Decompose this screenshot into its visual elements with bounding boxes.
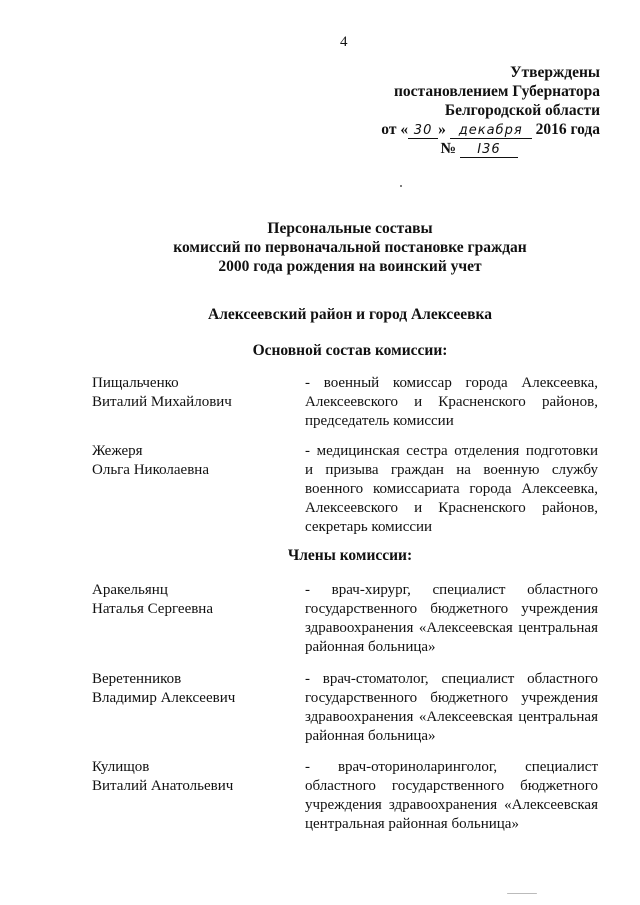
main-composition-heading: Основной состав комиссии: — [252, 342, 448, 359]
document-title — [130, 219, 570, 276]
member-given-names: Виталий Анатольевич — [92, 778, 234, 794]
member-role: - медицинская сестра отделения подготовки и призыва граждан на военную службу военного комиссариата города Алексеевка, Алексеевского и Красненского районов, секретарь комиссии — [305, 443, 598, 535]
member-given-names: Ольга Николаевна — [92, 462, 209, 478]
approval-block — [340, 63, 600, 158]
approval-line-1: Утверждены — [510, 64, 600, 81]
member-surname: Пищальченко — [92, 375, 179, 391]
member-given-names: Наталья Сергеевна — [92, 601, 213, 617]
date-year: 2016 года — [535, 121, 600, 138]
member-given-names: Виталий Михайлович — [92, 394, 232, 410]
approval-number-line — [340, 139, 600, 158]
member-given-names: Владимир Алексеевич — [92, 690, 236, 706]
member-surname: Веретенников — [92, 671, 182, 687]
members-heading: Члены комиссии: — [287, 547, 413, 564]
member-role: - военный комиссар города Алексеевка, Алексеевского и Красненского районов, председатель комиссии — [305, 375, 598, 429]
title-line-2: комиссий по первоначальной постановке граждан — [173, 239, 527, 256]
approval-date-line — [340, 120, 600, 139]
page-number: 4 — [340, 34, 348, 50]
member-surname: Кулищов — [92, 759, 150, 775]
title-line-1: Персональные составы — [267, 220, 433, 237]
scan-speck — [507, 893, 537, 894]
member-name — [92, 670, 292, 708]
date-day: 30 — [408, 123, 438, 139]
approval-line-3: Белгородской области — [444, 102, 600, 119]
member-name — [92, 442, 292, 480]
member-surname: Жежеря — [92, 443, 143, 459]
member-name — [92, 758, 292, 796]
number-prefix: № — [440, 140, 457, 157]
member-role: - врач-стоматолог, специалист областного государственного бюджетного учреждения здравоохранения «Алексеевская центральная районная больница» — [305, 671, 598, 744]
title-line-3: 2000 года рождения на воинский учет — [218, 258, 482, 275]
number-value: I36 — [460, 142, 518, 158]
district-heading: Алексеевский район и город Алексеевка — [208, 306, 492, 323]
date-month: декабря — [450, 123, 532, 139]
date-mid: » — [438, 121, 446, 138]
member-name — [92, 581, 292, 619]
date-prefix: от « — [381, 121, 409, 138]
member-name — [92, 374, 292, 412]
member-role: - врач-хирург, специалист областного государственного бюджетного учреждения здравоохранения «Алексеевская центральная районная больница» — [305, 582, 598, 655]
approval-line-2: постановлением Губернатора — [394, 83, 600, 100]
member-role: - врач-оториноларинголог, специалист областного государственного бюджетного учреждения здравоохранения «Алексеевская центральная районная больница» — [305, 759, 598, 832]
member-surname: Аракельянц — [92, 582, 168, 598]
scan-speck — [400, 185, 402, 187]
